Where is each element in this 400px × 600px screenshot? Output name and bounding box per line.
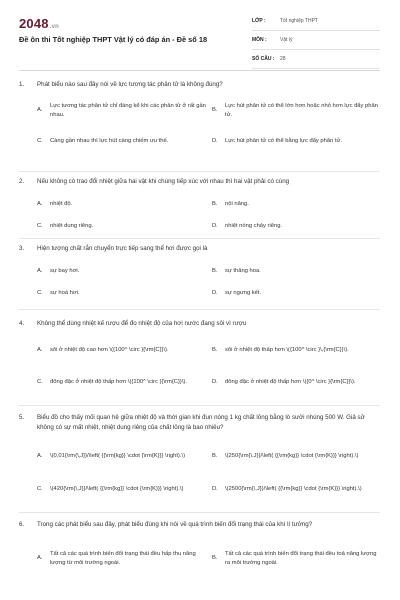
logo-suffix: .vn [49, 24, 60, 30]
option-text: Lực tương tác phân tử chỉ đáng kể khi các phân tử ở rất gần nhau. [50, 102, 206, 118]
question-number: 5. [19, 414, 25, 421]
question-number: 4. [19, 320, 25, 327]
option-text: sự bay hơi. [50, 268, 80, 275]
page-title: Đề ôn thi Tốt nghiệp THPT Vật lý có đáp án - Đề số 18 [19, 35, 208, 44]
option-c[interactable] [37, 287, 209, 301]
meta-key: MÔN : [252, 37, 267, 43]
option-text: sự hoá hơi. [50, 290, 80, 297]
option-label: D. [212, 138, 218, 145]
question-number: 6. [19, 521, 25, 528]
option-d[interactable] [212, 373, 380, 393]
option-a[interactable] [37, 198, 209, 212]
option-label: B. [212, 107, 218, 114]
option-c[interactable] [37, 480, 209, 500]
option-a[interactable] [37, 101, 209, 121]
option-label: C. [37, 290, 43, 297]
option-text: \(2500{\rm{\,J}}/\left( {{\rm{kg}} \cdot {\rm{K}}} \right).\) [225, 486, 362, 493]
option-c[interactable] [37, 220, 209, 234]
option-text: \(250{\rm{\,J}}/\left( {{\rm{kg}} \cdot {\rm{K}}} \right).\) [225, 453, 359, 460]
option-label: D. [212, 223, 218, 230]
question-divider [19, 512, 380, 513]
option-label: B. [212, 201, 218, 208]
option-text: \(0,01{\rm{\,J}}/\left( {{\rm{kg}} \cdot {\rm{K}}} \right).\) [50, 453, 186, 460]
option-label: B. [212, 347, 218, 354]
option-text: sự ngưng kết. [225, 290, 262, 297]
option-label: A. [37, 268, 43, 275]
header-divider [19, 70, 380, 71]
option-d[interactable] [212, 220, 380, 234]
meta-value: 28 [280, 56, 286, 62]
option-label: C. [37, 486, 43, 493]
question-text: Trong các phát biểu sau đây, phát biểu đúng khi nói về quá trình biến đổi trạng thái của khí lí tưởng? [37, 521, 313, 528]
option-label: D. [212, 379, 218, 386]
option-b[interactable] [212, 544, 380, 574]
meta-row-subject [252, 31, 380, 50]
option-label: A. [37, 347, 43, 354]
meta-key: LỚP : [252, 18, 266, 24]
question-divider [19, 309, 380, 310]
meta-row-count [252, 50, 380, 69]
option-label: A. [37, 107, 43, 114]
meta-row-class [252, 12, 380, 31]
option-text: nhiệt dung riêng. [50, 223, 94, 230]
option-label: D. [212, 290, 218, 297]
question-text: Hiện tượng chất rắn chuyển trực tiếp sang thể hơi được gọi là [37, 245, 208, 252]
option-b[interactable] [212, 198, 380, 212]
option-a[interactable] [37, 265, 209, 279]
question-text: Phát biểu nào sau đây nói về lực tương tác phân tử là không đúng? [37, 81, 223, 88]
option-label: A. [37, 453, 43, 460]
exam-meta-table [252, 12, 380, 69]
option-text: nhiệt độ. [50, 201, 73, 208]
option-text: sôi ở nhiệt độ cao hơn \({100^ \circ }{\rm{C}}\). [50, 347, 169, 354]
question-2 [19, 177, 380, 230]
option-a[interactable] [37, 341, 209, 361]
question-5 [19, 413, 380, 493]
question-number: 1. [19, 81, 25, 88]
question-number: 2. [19, 178, 25, 185]
question-text: Không thể dùng nhiệt kế rượu để đo nhiệt độ của hơi nước đang sôi vì rượu [37, 320, 247, 327]
option-c[interactable] [37, 132, 209, 152]
option-text: nội năng. [225, 201, 249, 208]
question-text: Biểu đồ cho thấy mối quan hệ giữa nhiệt độ và thời gian khi đun nóng 1 kg chất lỏng bằng lò sưởi nhúng 500 W. Giả sử không có sự mất nhiệt, nhiệt dung riêng của chất lỏng là bao nhiêu? [37, 414, 365, 431]
option-label: A. [37, 201, 43, 208]
option-d[interactable] [212, 132, 380, 152]
option-text: Tất cả các quá trình biến đổi trạng thái đều hấp thu năng lượng từ môi trường ngoài. [50, 550, 196, 566]
option-text: Lực hút phân tử có thể lớn hơn hoặc nhỏ hơn lực đẩy phân tử. [225, 102, 378, 118]
option-b[interactable] [212, 341, 380, 361]
option-text: Càng gần nhau thì lực hút càng chiếm ưu thế. [50, 138, 169, 145]
option-label: B. [212, 268, 218, 275]
option-text: đông đặc ở nhiệt độ thấp hơn \({100^ \circ }{\rm{C}}\). [50, 379, 187, 386]
option-b[interactable] [212, 265, 380, 279]
option-label: B. [212, 453, 218, 460]
option-text: Tất cả các quá trình biến đổi trạng thái đều toả năng lượng ra môi trường ngoài. [225, 550, 377, 566]
option-label: C. [37, 223, 43, 230]
question-1 [19, 80, 380, 145]
option-d[interactable] [212, 480, 380, 500]
option-b[interactable] [212, 101, 380, 121]
option-label: A. [37, 555, 43, 562]
option-c[interactable] [37, 373, 209, 393]
question-divider [19, 238, 380, 239]
meta-value: Tốt nghiệp THPT [280, 18, 318, 24]
site-logo[interactable] [19, 16, 59, 31]
meta-key: SỐ CÂU : [252, 56, 275, 62]
option-a[interactable] [37, 544, 209, 574]
question-text: Nếu không có trao đổi nhiệt giữa hai vật khi chúng tiếp xúc với nhau thì hai vật phải có cùng [37, 178, 290, 185]
logo-main: 2048 [19, 16, 49, 31]
question-divider [19, 405, 380, 406]
question-4 [19, 319, 380, 386]
option-text: \(420{\rm{\,J}}/\left( {{\rm{kg}} \cdot {\rm{K}}} \right).\) [50, 486, 184, 493]
meta-value: Vật lý [280, 37, 293, 43]
option-d[interactable] [212, 287, 380, 301]
option-label: C. [37, 379, 43, 386]
question-number: 3. [19, 245, 25, 252]
option-text: nhiệt nóng chảy riêng. [225, 223, 283, 230]
question-divider [19, 171, 380, 172]
option-label: C. [37, 138, 43, 145]
option-text: sự thăng hoa. [225, 268, 261, 275]
option-a[interactable] [37, 447, 209, 467]
option-label: B. [212, 555, 218, 562]
question-6 [19, 520, 380, 566]
option-b[interactable] [212, 447, 380, 467]
option-text: Lực hút phân tử có thể bằng lực đẩy phân tử. [225, 138, 343, 145]
question-3 [19, 244, 380, 297]
option-text: sôi ở nhiệt độ thấp hơn \({100^ \circ }\,{\rm{C}}\). [225, 347, 349, 354]
option-text: đông đặc ở nhiệt độ thấp hơn \({0^ \circ }{\rm{C}}\). [225, 379, 356, 386]
option-label: D. [212, 486, 218, 493]
